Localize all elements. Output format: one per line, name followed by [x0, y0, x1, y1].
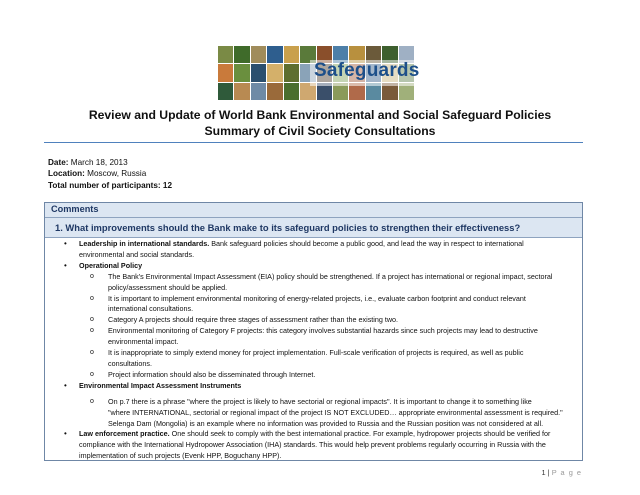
banner-photo-tile — [267, 46, 282, 63]
bullet-text: Project information should also be disseminated through Internet. — [108, 369, 316, 379]
banner-photo-tile — [267, 83, 282, 100]
sub-bullet-item — [45, 272, 582, 283]
page-footer — [542, 468, 582, 477]
comments-table — [44, 202, 583, 461]
bullet-item — [45, 429, 582, 440]
sub-bullet-item — [45, 315, 582, 326]
title-divider — [44, 142, 583, 143]
date-value: March 18, 2013 — [70, 158, 128, 167]
bullet-text: Bank safeguard policies should become a public good, and lead the way in respect to international — [209, 239, 524, 248]
sub-bullet-continuation — [45, 283, 582, 294]
banner-photo-tile — [218, 64, 233, 81]
bullet-text: international consultations. — [108, 304, 194, 314]
document-title: Review and Update of World Bank Environmental and Social Safeguard Policies — [88, 108, 552, 122]
question-row — [45, 218, 582, 238]
bullet-text: It is important to implement environmental monitoring of energy-related projects, i.e., evaluate carbon footprint and conduct relevant — [108, 293, 526, 303]
sub-bullet-continuation — [45, 359, 582, 370]
bullet-text: "where INTERNATIONAL, sectorial or regional impact of the project IS NOT EXCLUDED… appropriate environmental assessment is required." — [108, 407, 563, 417]
bullet-heading: Leadership in international standards. — [79, 239, 210, 248]
sub-bullet-continuation — [45, 408, 582, 419]
bullet-continuation — [45, 250, 582, 261]
safeguards-banner — [218, 46, 420, 100]
bullet-heading: Operational Policy — [79, 260, 143, 270]
banner-photo-tile — [218, 83, 233, 100]
location-value: Moscow, Russia — [87, 169, 147, 178]
banner-photo-tile — [234, 64, 249, 81]
safeguards-logo: Safeguards — [314, 60, 420, 81]
banner-photo-tile — [251, 83, 266, 100]
participants-line — [48, 180, 172, 191]
banner-photo-tile — [267, 64, 282, 81]
bullet-continuation — [45, 451, 582, 462]
bullet-text: environmental impact. — [108, 337, 179, 347]
question-text: 1. What improvements should the Bank make to its safeguard policies to strengthen their effectiveness? — [55, 222, 521, 233]
bullet-text: consultations. — [108, 358, 152, 368]
bullet-text: environmental and social standards. — [79, 249, 195, 259]
bullet-text: It is inappropriate to simply extend money for project implementation. Full-scale verification of projects is required, as well as public — [108, 348, 524, 358]
banner-photo-tile — [284, 83, 299, 100]
sub-bullet-item — [45, 348, 582, 359]
banner-photo-tile — [234, 46, 249, 63]
bullet-item — [45, 239, 582, 250]
date-label: Date: — [48, 158, 69, 167]
document-subtitle: Summary of Civil Society Consultations — [204, 124, 436, 138]
bullet-text: implementation of such projects (Evenk HPP, Boguchany HPP). — [79, 451, 282, 461]
bullet-text: Category A projects should require three stages of assessment rather than the existing two. — [108, 315, 399, 325]
banner-photo-tile — [284, 46, 299, 63]
bullet-heading: Law enforcement practice. — [79, 429, 170, 439]
bullet-text: Environmental monitoring of Category F projects: this category involves substantial hazards since such projects may lead to destructive — [108, 326, 538, 336]
bullet-text: policy/assessment should be applied. — [108, 282, 228, 292]
bullet-text: One should seek to comply with the best international practice. For example, hydropower projects should be verified for — [169, 429, 551, 439]
bullet-text: The Bank's Environmental Impact Assessment (EIA) policy should be strengthened. If a project has international or regional impact, sectoral — [108, 271, 553, 281]
sub-bullet-item — [45, 294, 582, 305]
location-label: Location: — [48, 169, 85, 178]
bullet-text: compliance with the International Hydropower Association (IHA) standards. This would help prevent problems regularly occurring in Russia with the — [79, 440, 546, 450]
sub-bullet-continuation — [45, 337, 582, 348]
comments-label: Comments — [51, 204, 99, 214]
page-word: P a g e — [551, 468, 582, 477]
comments-header — [45, 203, 582, 218]
sub-bullet-item — [45, 370, 582, 381]
bullet-continuation — [45, 440, 582, 451]
location-line — [48, 168, 146, 179]
page-number: 1 | — [541, 468, 550, 477]
banner-photo-tile — [284, 64, 299, 81]
sub-bullet-continuation — [45, 419, 582, 430]
comments-body — [45, 239, 582, 462]
banner-photo-tile — [251, 64, 266, 81]
sub-bullet-continuation — [45, 304, 582, 315]
bullet-item — [45, 381, 582, 392]
bullet-text: On p.7 there is a phrase "where the project is likely to have sectorial or regional impacts". It is important to change it to something like — [108, 396, 532, 406]
banner-photo-tile — [234, 83, 249, 100]
bullet-item — [45, 261, 582, 272]
participants-count: Total number of participants: 12 — [48, 181, 173, 190]
bullet-heading: Environmental Impact Assessment Instruments — [79, 380, 242, 390]
date-line — [48, 157, 128, 168]
sub-bullet-item — [45, 397, 582, 408]
sub-bullet-item — [45, 326, 582, 337]
banner-photo-tile — [251, 46, 266, 63]
bullet-text: Selenga Dam (Mongolia) is an example where no information was provided to Russia and the Russian position was not considered at all. — [108, 418, 544, 428]
banner-photo-tile — [218, 46, 233, 63]
